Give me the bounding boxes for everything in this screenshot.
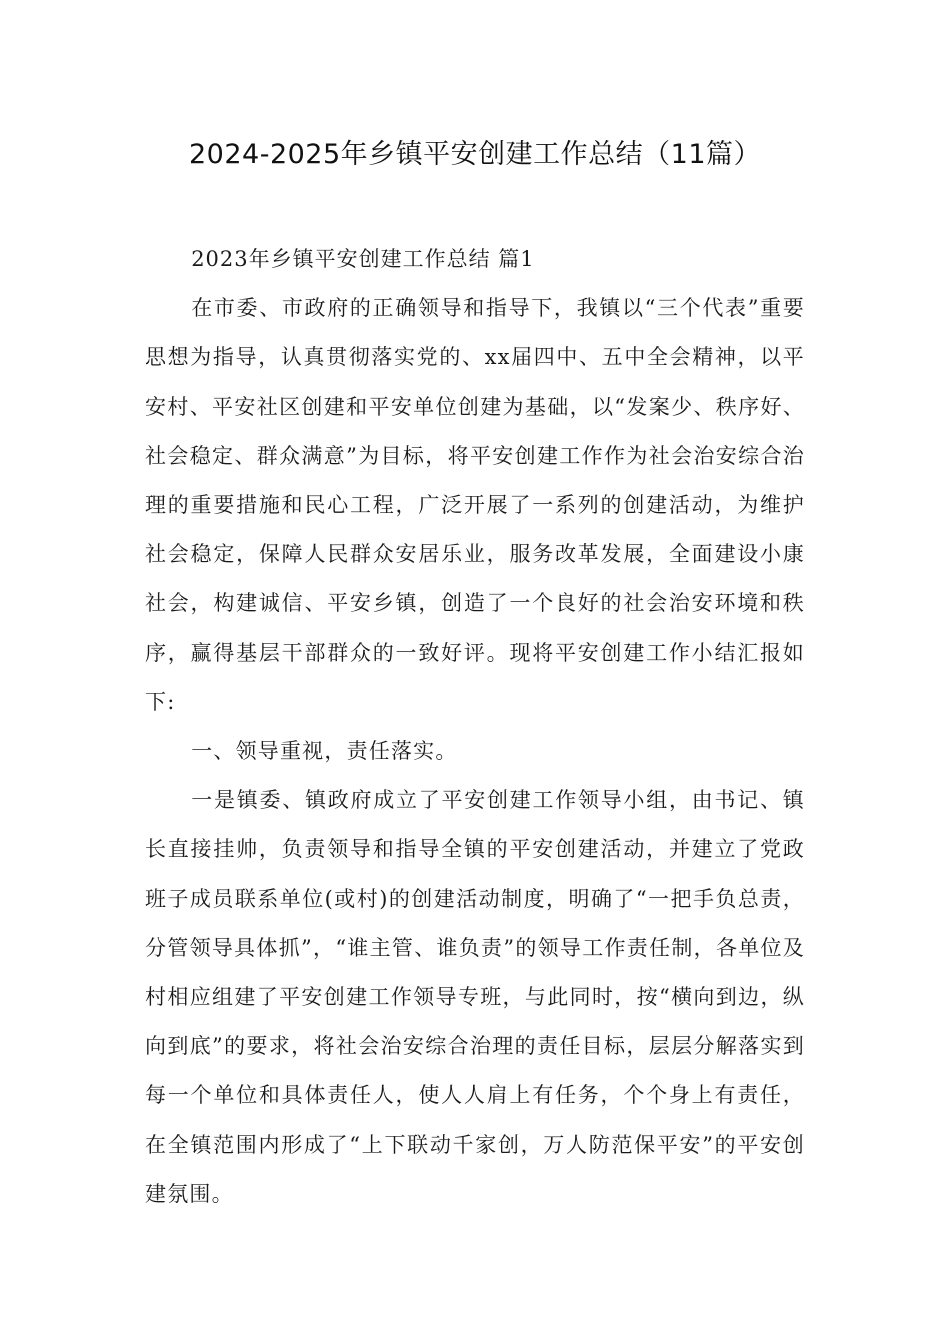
section-subtitle: 2023年乡镇平安创建工作总结 篇1 bbox=[191, 247, 535, 271]
document-title: 2024-2025年乡镇平安创建工作总结（11篇） bbox=[188, 139, 762, 170]
paragraph-leadership: 一是镇委、镇政府成立了平安创建工作领导小组，由书记、镇长直接挂帅，负责领导和指导全镇的平安创建活动，并建立了党政班子成员联系单位(或村)的创建活动制度，明确了“一把手负总责，分管领导具体抓”，“谁主管、谁负责”的领导工作责任制，各单位及村相应组建了平安创建工作领导专班，与此同时，按“横向到边，纵向到底”的要求，将社会治安综合治理的责任目标，层层分解落实到每一个单位和具体责任人，使人人肩上有任务，个个身上有责任，在全镇范围内形成了“上下联动千家创，万人防范保平安”的平安创建氛围。 bbox=[145, 788, 805, 1206]
section-heading-1: 一、领导重视，责任落实。 bbox=[191, 739, 458, 764]
paragraph-intro: 在市委、市政府的正确领导和指导下，我镇以“三个代表”重要思想为指导，认真贯彻落实党的、xx届四中、五中全会精神，以平安村、平安社区创建和平安单位创建为基础，以“发案少、秩序好、社会稳定、群众满意”为目标，将平安创建工作作为社会治安综合治理的重要措施和民心工程，广泛开展了一系列的创建活动，为维护社会稳定，保障人民群众安居乐业，服务改革发展，全面建设小康社会，构建诚信、平安乡镇，创造了一个良好的社会治安环境和秩序，赢得基层干部群众的一致好评。现将平安创建工作小结汇报如下: bbox=[145, 296, 805, 714]
document-body bbox=[145, 235, 805, 1219]
